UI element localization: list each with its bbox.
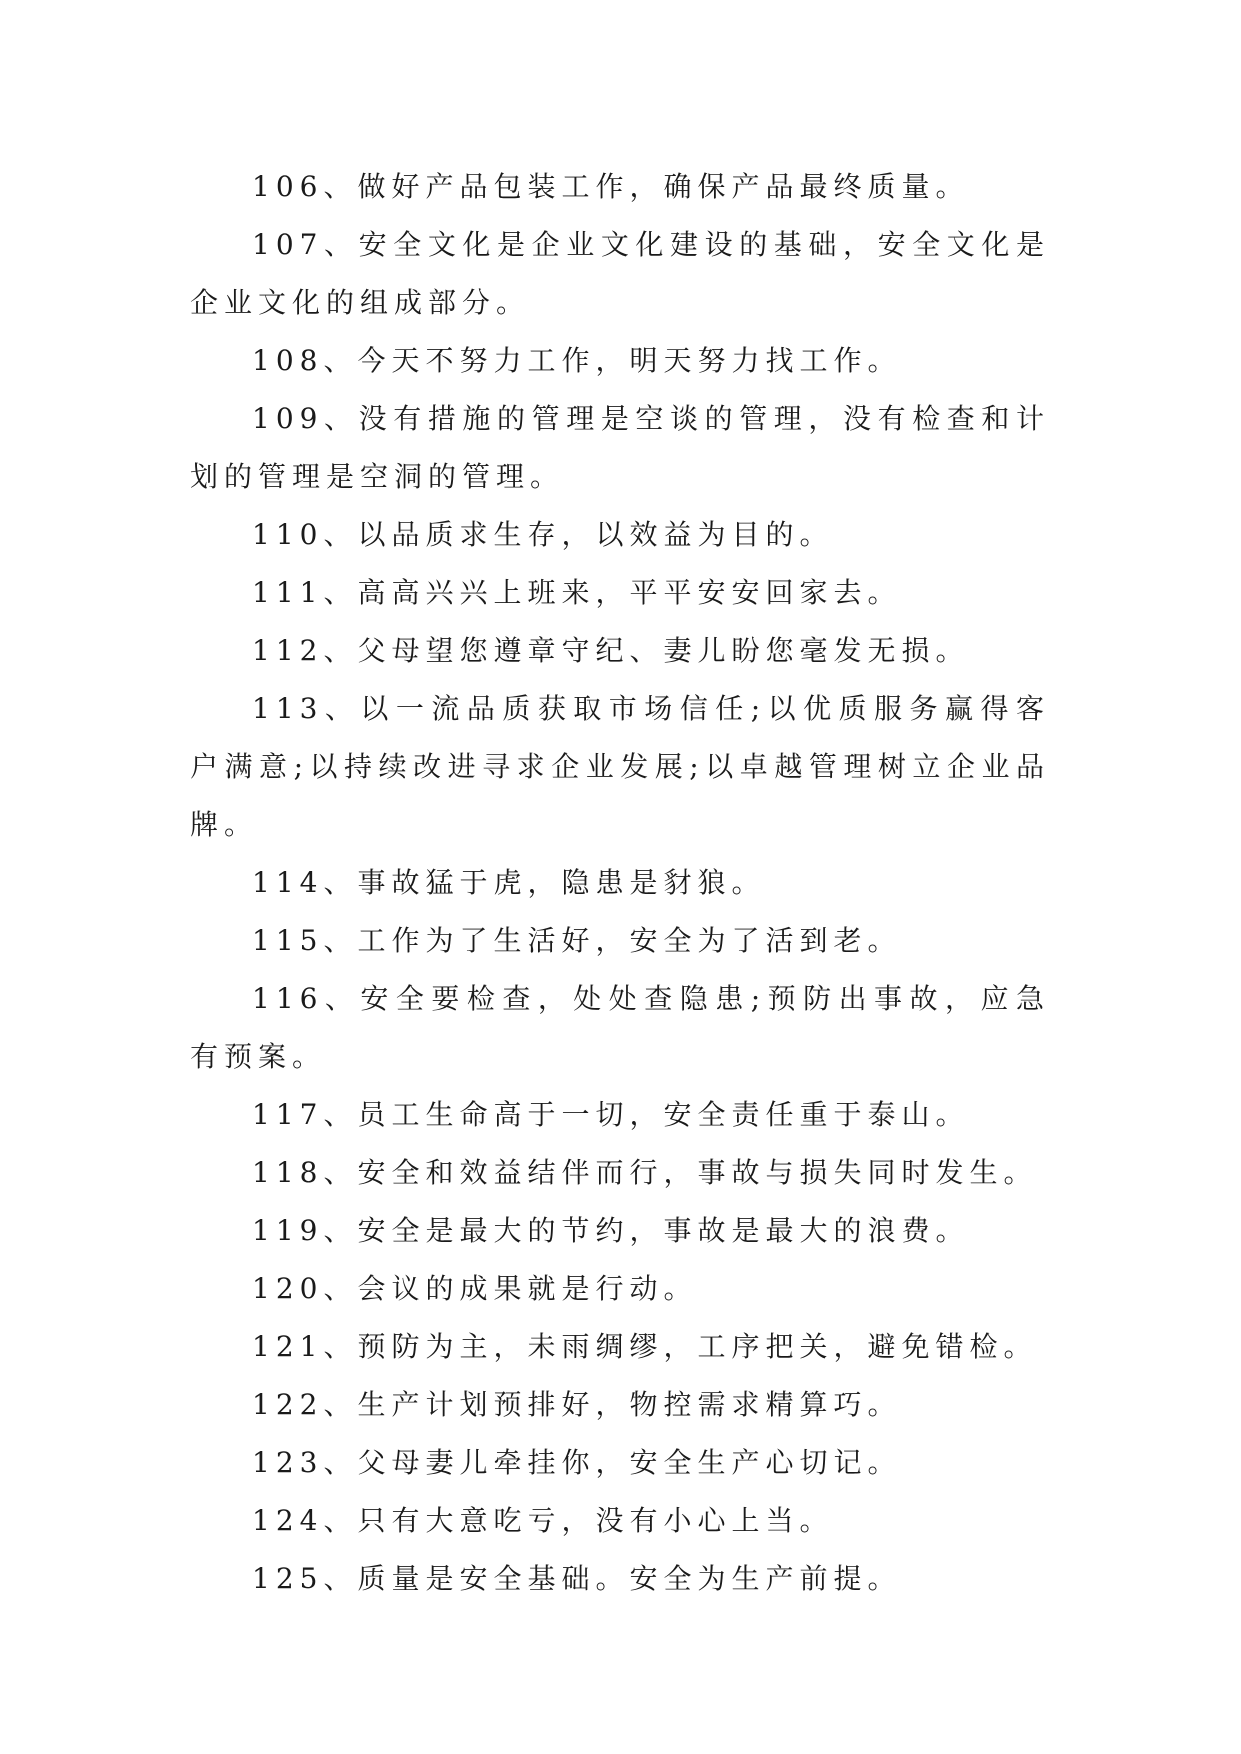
paragraph-111: 111、高高兴兴上班来，平平安安回家去。 [252, 576, 902, 609]
document-body [190, 158, 1050, 1608]
paragraph-109: 109、没有措施的管理是空谈的管理，没有检查和计划的管理是空洞的管理。 [190, 402, 1050, 493]
paragraph-122: 122、生产计划预排好，物控需求精算巧。 [252, 1388, 902, 1421]
paragraph-116: 116、安全要检查，处处查隐患;预防出事故，应急有预案。 [190, 982, 1050, 1073]
paragraph-112: 112、父母望您遵章守纪、妻儿盼您毫发无损。 [252, 634, 970, 667]
paragraph-114: 114、事故猛于虎，隐患是豺狼。 [252, 866, 766, 899]
paragraph-115: 115、工作为了生活好，安全为了活到老。 [252, 924, 902, 957]
paragraph-106: 106、做好产品包装工作，确保产品最终质量。 [252, 170, 970, 203]
paragraph-125: 125、质量是安全基础。安全为生产前提。 [252, 1562, 902, 1595]
paragraph-108: 108、今天不努力工作，明天努力找工作。 [252, 344, 902, 377]
paragraph-117: 117、员工生命高于一切，安全责任重于泰山。 [252, 1098, 970, 1131]
paragraph-120: 120、会议的成果就是行动。 [252, 1272, 698, 1305]
paragraph-113: 113、以一流品质获取市场信任;以优质服务赢得客户满意;以持续改进寻求企业发展;以卓越管理树立企业品牌。 [190, 692, 1050, 841]
paragraph-124: 124、只有大意吃亏，没有小心上当。 [252, 1504, 834, 1537]
paragraph-123: 123、父母妻儿牵挂你，安全生产心切记。 [252, 1446, 902, 1479]
paragraph-121: 121、预防为主，未雨绸缪，工序把关，避免错检。 [252, 1330, 1038, 1363]
paragraph-118: 118、安全和效益结伴而行，事故与损失同时发生。 [252, 1156, 1038, 1189]
paragraph-110: 110、以品质求生存，以效益为目的。 [252, 518, 834, 551]
paragraph-107: 107、安全文化是企业文化建设的基础，安全文化是企业文化的组成部分。 [190, 228, 1050, 319]
paragraph-119: 119、安全是最大的节约，事故是最大的浪费。 [252, 1214, 970, 1247]
